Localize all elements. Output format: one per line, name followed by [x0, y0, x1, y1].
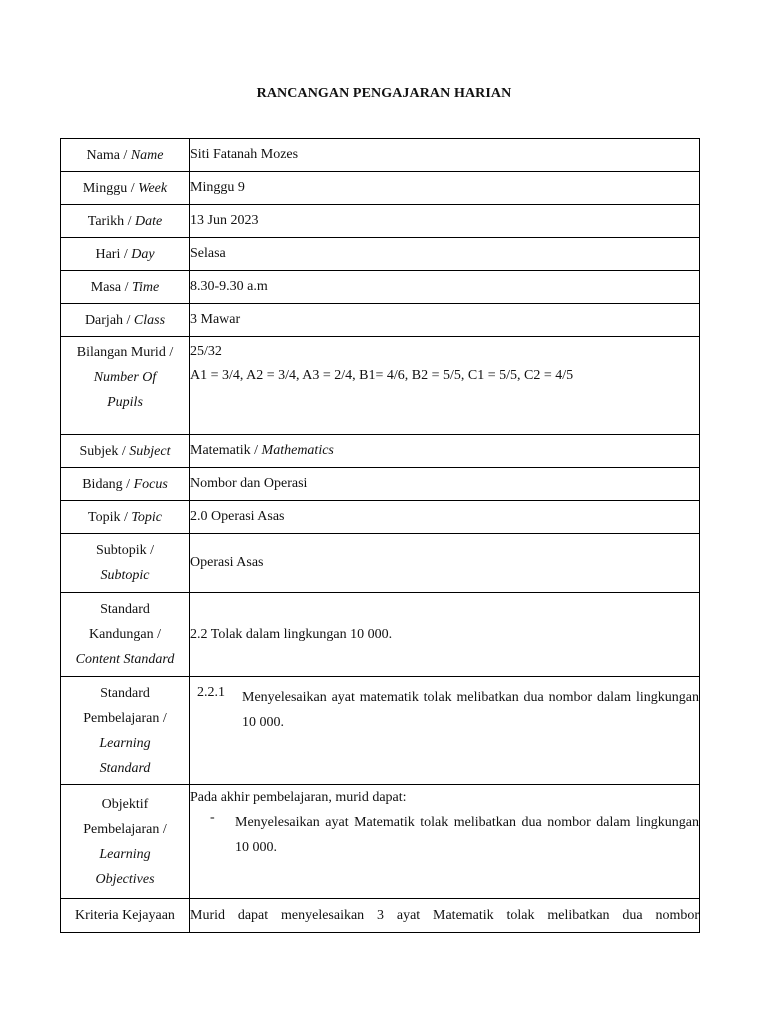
table-row	[61, 785, 700, 899]
learning-standard-value	[190, 677, 700, 785]
learning-standard-text: Menyelesaikan ayat matematik tolak melibatkan dua nombor dalam lingkungan 10 000.	[242, 690, 699, 730]
pupils-breakdown: A1 = 3/4, A2 = 3/4, A3 = 2/4, B1= 4/6, B2 = 5/5, C1 = 5/5, C2 = 4/5	[190, 368, 574, 383]
subtopic-value: Operasi Asas	[190, 534, 700, 593]
table-row	[61, 271, 700, 304]
success-criteria-label: Kriteria Kejayaan	[61, 899, 190, 933]
objectives-label: Objektif Pembelajaran / Learning Objectives	[61, 785, 190, 899]
table-row	[61, 238, 700, 271]
lesson-plan-table	[60, 138, 700, 933]
class-value: 3 Mawar	[190, 304, 700, 337]
table-row	[61, 468, 700, 501]
class-label: Darjah / Class	[61, 304, 190, 337]
day-label: Hari / Day	[61, 238, 190, 271]
name-value: Siti Fatanah Mozes	[190, 139, 700, 172]
table-row	[61, 304, 700, 337]
day-value: Selasa	[190, 238, 700, 271]
pupils-count: 25/32	[190, 344, 222, 359]
time-value: 8.30-9.30 a.m	[190, 271, 700, 304]
date-value: 13 Jun 2023	[190, 205, 700, 238]
subtopic-label: Subtopik / Subtopic	[61, 534, 190, 593]
table-row	[61, 205, 700, 238]
learning-standard-code: 2.2.1	[197, 685, 225, 700]
topic-label: Topik / Topic	[61, 501, 190, 534]
subject-label: Subjek / Subject	[61, 435, 190, 468]
week-label: Minggu / Week	[61, 172, 190, 205]
table-row	[61, 593, 700, 677]
table-row	[61, 139, 700, 172]
content-standard-label: Standard Kandungan / Content Standard	[61, 593, 190, 677]
objective-item: Menyelesaikan ayat Matematik tolak melibatkan dua nombor dalam lingkungan 10 000.	[235, 815, 699, 855]
date-label: Tarikh / Date	[61, 205, 190, 238]
pupils-value	[190, 337, 700, 435]
focus-value: Nombor dan Operasi	[190, 468, 700, 501]
document-title: RANCANGAN PENGAJARAN HARIAN	[256, 86, 512, 101]
topic-value: 2.0 Operasi Asas	[190, 501, 700, 534]
focus-label: Bidang / Focus	[61, 468, 190, 501]
bullet-dash: -	[210, 810, 215, 825]
subject-value: Matematik / Mathematics	[190, 435, 700, 468]
objectives-value	[190, 785, 700, 899]
table-row	[61, 501, 700, 534]
time-label: Masa / Time	[61, 271, 190, 304]
success-criteria-value: Murid dapat menyelesaikan 3 ayat Matematik tolak melibatkan dua nombor	[190, 899, 700, 933]
learning-standard-label: Standard Pembelajaran / Learning Standard	[61, 677, 190, 785]
pupils-label: Bilangan Murid / Number Of Pupils	[61, 337, 190, 435]
table-row	[61, 172, 700, 205]
table-row	[61, 899, 700, 933]
content-standard-value: 2.2 Tolak dalam lingkungan 10 000.	[190, 593, 700, 677]
table-row	[61, 534, 700, 593]
objectives-intro: Pada akhir pembelajaran, murid dapat:	[190, 790, 407, 805]
table-row	[61, 677, 700, 785]
week-value: Minggu 9	[190, 172, 700, 205]
name-label: Nama / Name	[61, 139, 190, 172]
table-row	[61, 337, 700, 435]
table-row	[61, 435, 700, 468]
